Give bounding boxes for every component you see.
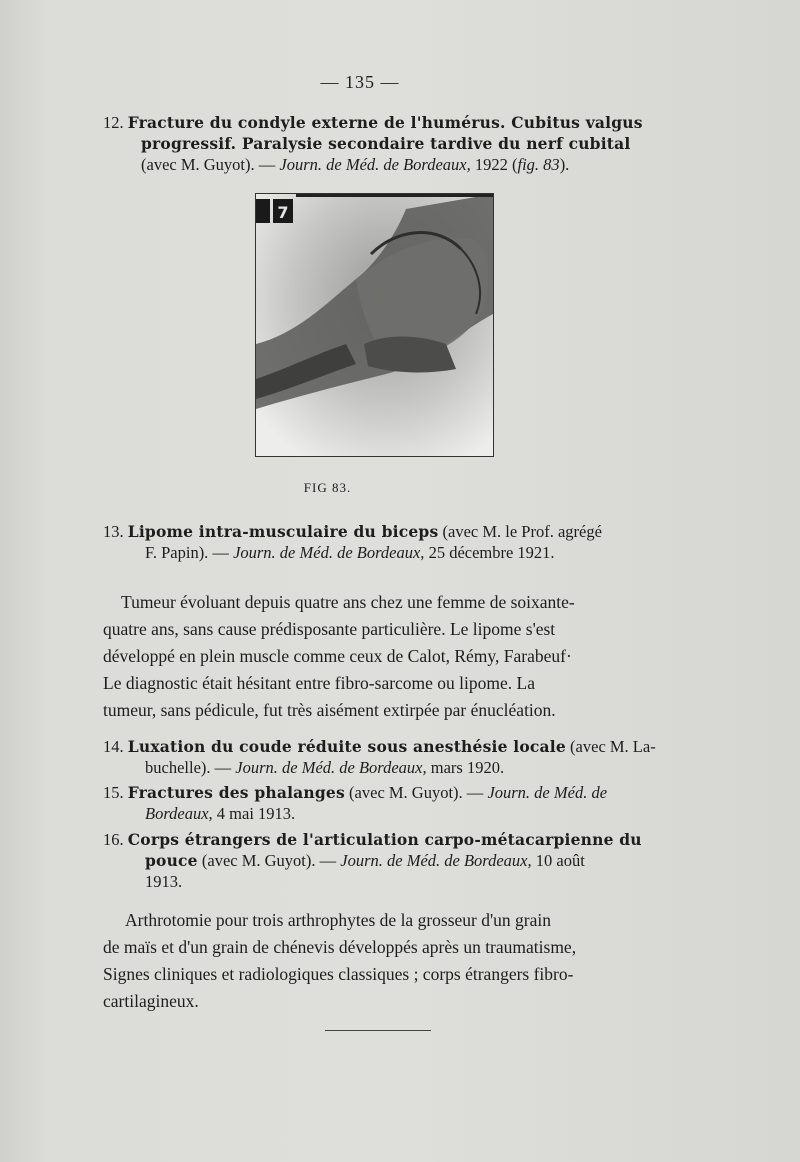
entry-journal-continued: Bordeaux, bbox=[145, 804, 213, 823]
entry-14-line-1 bbox=[103, 736, 656, 757]
section-divider bbox=[325, 1030, 431, 1031]
xray-film-marker: 7 bbox=[277, 203, 289, 222]
paragraph-arthrotomie bbox=[103, 907, 576, 1015]
entry-authors: (avec M. La- bbox=[565, 737, 656, 756]
entry-journal: Journ. de Méd. de Bordeaux, bbox=[279, 155, 471, 174]
entry-title: Lipome intra-musculaire du biceps bbox=[127, 522, 439, 541]
xray-image bbox=[256, 194, 493, 456]
entry-12 bbox=[103, 112, 643, 175]
entry-number: 14. bbox=[103, 737, 124, 756]
paragraph-line: tumeur, sans pédicule, fut très aisément extirpée par énucléation. bbox=[103, 700, 556, 720]
entry-16-line-2 bbox=[103, 850, 642, 871]
entry-14 bbox=[103, 736, 656, 778]
entry-date: mars 1920. bbox=[426, 758, 505, 777]
paragraph-lipome bbox=[103, 589, 575, 724]
entry-12-line-2 bbox=[103, 133, 643, 154]
page-number: — 135 — bbox=[320, 72, 400, 92]
entry-15-line-1 bbox=[103, 782, 607, 803]
entry-authors: (avec M. Guyot). — bbox=[141, 155, 280, 174]
entry-journal: Journ. de Méd. de Bordeaux, bbox=[340, 851, 532, 870]
entry-journal: Journ. de Méd. de bbox=[487, 783, 608, 802]
paragraph-line: de maïs et d'un grain de chénevis développés après un traumatisme, bbox=[103, 937, 577, 957]
entry-number: 13. bbox=[103, 522, 124, 541]
paragraph-line: Le diagnostic était hésitant entre fibro-sarcome ou lipome. La bbox=[103, 673, 535, 693]
paragraph-line: Arthrotomie pour trois arthrophytes de la grosseur d'un grain bbox=[125, 910, 551, 930]
entry-date: 1922 ( bbox=[470, 155, 518, 174]
entry-16-line-3 bbox=[103, 871, 642, 892]
entry-15-line-2 bbox=[103, 803, 607, 824]
entry-journal: Journ. de Méd. de Bordeaux, bbox=[235, 758, 427, 777]
entry-title: Corps étrangers de l'articulation carpo-métacarpienne du bbox=[127, 830, 642, 849]
entry-15 bbox=[103, 782, 607, 824]
entry-close: ). bbox=[559, 155, 570, 174]
entry-date: 4 mai 1913. bbox=[212, 804, 296, 823]
paragraph-line: cartilagineux. bbox=[103, 991, 199, 1011]
entry-journal: Journ. de Méd. de Bordeaux, bbox=[233, 543, 425, 562]
entry-title: Luxation du coude réduite sous anesthésie locale bbox=[127, 737, 566, 756]
entry-authors: (avec M. le Prof. agrégé bbox=[438, 522, 602, 541]
entry-date: 25 décembre 1921. bbox=[424, 543, 555, 562]
xray-figure bbox=[255, 193, 494, 457]
paragraph-line: Tumeur évoluant depuis quatre ans chez une femme de soixante- bbox=[121, 592, 575, 612]
figure-reference: fig. 83 bbox=[517, 155, 560, 174]
entry-16 bbox=[103, 829, 642, 892]
entry-13-line-2 bbox=[103, 542, 602, 563]
paragraph-line: développé en plein muscle comme ceux de Calot, Rémy, Farabeuf· bbox=[103, 646, 572, 666]
entry-13 bbox=[103, 521, 602, 563]
entry-12-line-1 bbox=[103, 112, 643, 133]
entry-16-line-1 bbox=[103, 829, 642, 850]
entry-authors-continued: buchelle). — bbox=[145, 758, 236, 777]
entry-13-line-1 bbox=[103, 521, 602, 542]
entry-number: 12. bbox=[103, 113, 124, 132]
paragraph-line: Signes cliniques et radiologiques classiques ; corps étrangers fibro- bbox=[103, 964, 574, 984]
entry-date-continued: 1913. bbox=[145, 872, 183, 891]
entry-title-continued: pouce bbox=[145, 851, 198, 870]
entry-date: 10 août bbox=[531, 851, 585, 870]
entry-number: 15. bbox=[103, 783, 124, 802]
entry-authors: (avec M. Guyot). — bbox=[197, 851, 341, 870]
entry-title: Fracture du condyle externe de l'humérus. Cubitus valgus bbox=[127, 113, 643, 132]
paragraph-line: quatre ans, sans cause prédisposante particulière. Le lipome s'est bbox=[103, 619, 556, 639]
entry-14-line-2 bbox=[103, 757, 656, 778]
entry-12-line-3 bbox=[103, 154, 643, 175]
entry-title: Fractures des phalanges bbox=[127, 783, 345, 802]
entry-authors-continued: F. Papin). — bbox=[145, 543, 234, 562]
figure-caption: FIG 83. bbox=[303, 480, 352, 495]
entry-title-continued: progressif. Paralysie secondaire tardive du nerf cubital bbox=[141, 134, 631, 153]
entry-authors: (avec M. Guyot). — bbox=[344, 783, 488, 802]
entry-number: 16. bbox=[103, 830, 124, 849]
